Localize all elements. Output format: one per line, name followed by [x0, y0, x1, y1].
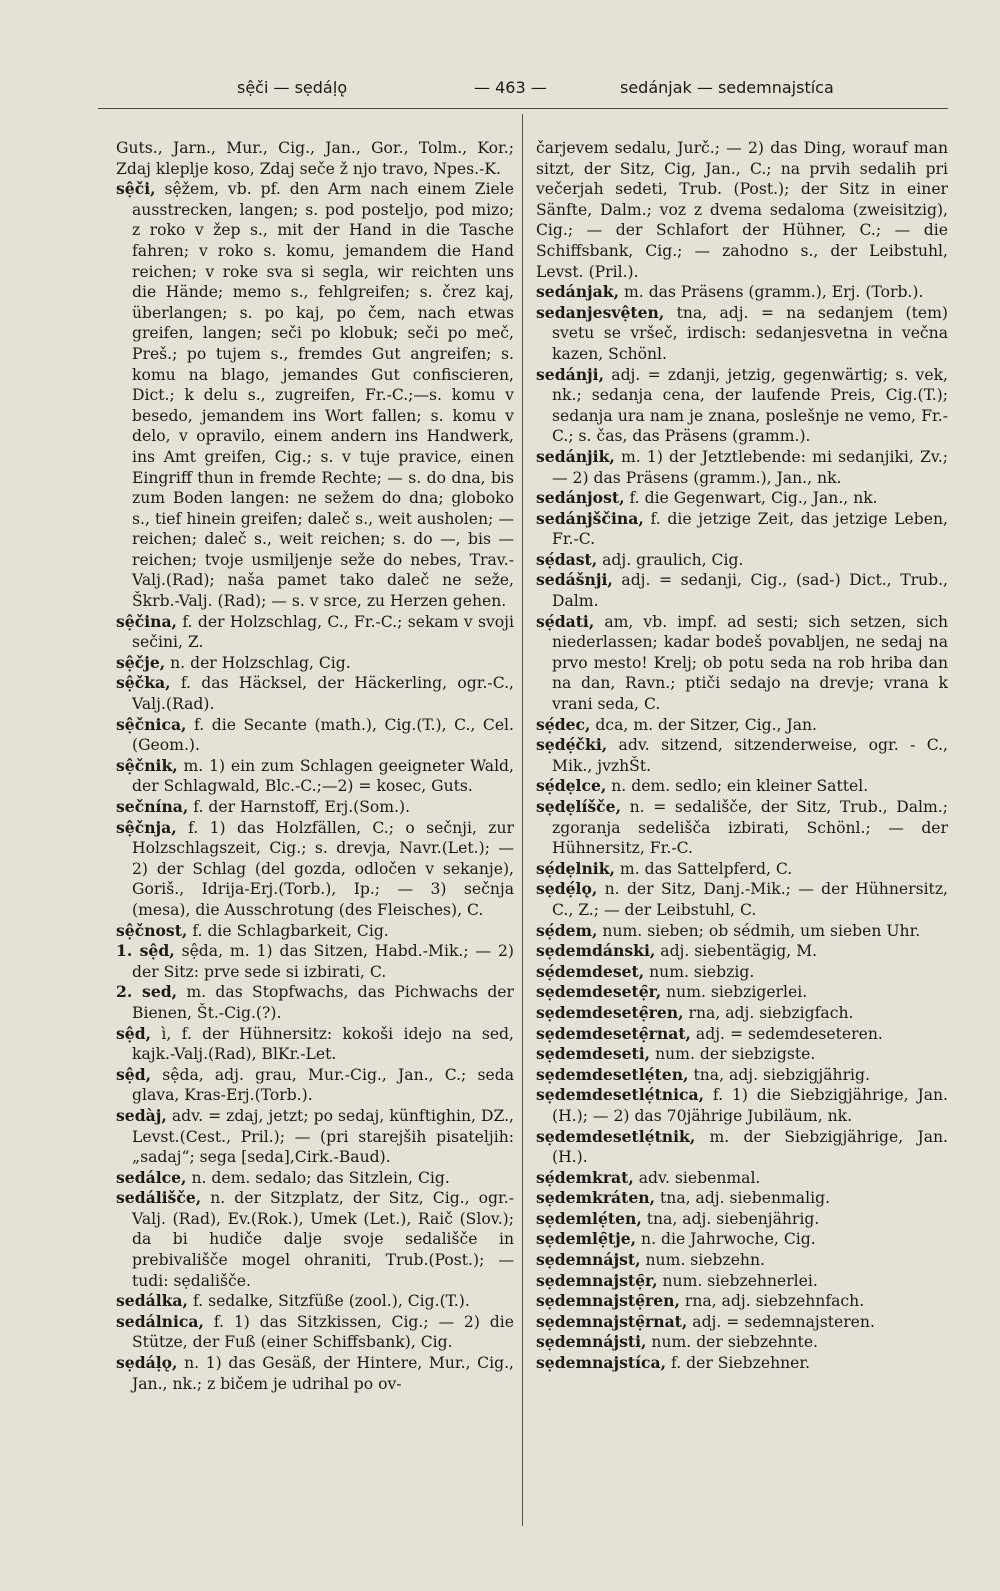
- dictionary-entry: [536, 1065, 948, 1086]
- dictionary-entry: [116, 1024, 514, 1065]
- entry-headword: sẹdemdesetlẹ́tnica,: [536, 1085, 705, 1105]
- dictionary-entry: [536, 570, 948, 611]
- entry-definition: f. der Harnstoff, Erj.(Som.).: [188, 798, 411, 816]
- entry-headword: sệčina,: [116, 611, 177, 631]
- entry-headword: sẹ́dem,: [536, 920, 598, 940]
- entry-definition: f. 1) das Sitzkissen, Cig.; — 2) die Stütze, der Fuß (einer Schiffsbank), Cig.: [132, 1312, 514, 1352]
- entry-headword: sedášnji,: [536, 570, 613, 590]
- entry-definition: Guts., Jarn., Mur., Cig., Jan., Gor., Tolm., Kor.; Zdaj kleplje koso, Zdaj seče ž njo travo, Npes.-K.: [116, 139, 514, 178]
- dictionary-entry: [116, 982, 514, 1023]
- dictionary-entry: [116, 673, 514, 714]
- entry-headword: sẹdemdesetlẹ́ten,: [536, 1064, 689, 1084]
- dictionary-entry: [536, 509, 948, 550]
- page-number: — 463 —: [474, 78, 547, 97]
- entry-headword: sẹ́dast,: [536, 549, 598, 569]
- dictionary-entry: [116, 1065, 514, 1106]
- entry-headword: sẹdemnajstẹ̑ren,: [536, 1291, 680, 1311]
- dictionary-entry: [116, 941, 514, 982]
- dictionary-entry: [116, 1291, 514, 1312]
- entry-headword: sệčnja,: [116, 817, 177, 837]
- entry-definition: adj. graulich, Cig.: [597, 550, 744, 569]
- dictionary-entry: [536, 941, 948, 962]
- entry-headword: sẹ́demkrat,: [536, 1167, 634, 1187]
- entry-definition: f. 1) die Siebzigjährige, Jan. (H.); — 2) das 70jährige Jubiläum, nk.: [552, 1086, 948, 1125]
- entry-definition: f. die Secante (math.), Cig.(T.), C., Cel.(Geom.).: [132, 715, 514, 755]
- dictionary-entry: [116, 179, 514, 611]
- entry-headword: sẹdemkráten,: [536, 1188, 656, 1208]
- dictionary-entry: [536, 365, 948, 447]
- dictionary-entry: [536, 612, 948, 715]
- entry-definition: n. dem. sedlo; ein kleiner Sattel.: [606, 777, 869, 796]
- entry-definition: adv. sitzend, sitzenderweise, ogr. - C., Mik., jvzhŠt.: [552, 736, 948, 775]
- entry-definition: m. 1) der Jetztlebende: mi sedanjiki, Zv.; — 2) das Präsens (gramm.), Jan., nk.: [552, 447, 948, 487]
- dictionary-entry: [536, 879, 948, 920]
- left-column: [116, 138, 514, 1394]
- dictionary-entry: [536, 1229, 948, 1250]
- entry-definition: n. 1) das Gesäß, der Hintere, Mur., Cig., Jan., nk.; z bičem je udrihal po ov-: [132, 1354, 514, 1393]
- dictionary-entry: [536, 1085, 948, 1126]
- entry-definition: m. das Präsens (gramm.), Erj. (Torb.).: [619, 283, 924, 302]
- dictionary-entry: [116, 756, 514, 797]
- entry-headword: sệčnost,: [116, 920, 188, 940]
- dictionary-entry: [536, 1353, 948, 1374]
- entry-headword: sẹ́demdeset,: [536, 961, 645, 981]
- dictionary-entry: [116, 1188, 514, 1291]
- entry-headword: sệd,: [116, 1023, 152, 1043]
- dictionary-entry: [536, 962, 948, 983]
- entry-definition: čarjevem sedalu, Jurč.; — 2) das Ding, worauf man sitzt, der Sitz, Cig, Jan., C.; na prvih sedalih pri večerjah sedeti, Trub. (Post.); der Sitz in einer Sänfte, Dalm.; voz z dvema sedaloma (zweisitzig), Cig.; — der Schlafort der Hühner, C.; — die Schiffsbank, Cig.; — zahodno s., der Leibstuhl, Levst. (Pril.).: [536, 139, 948, 281]
- entry-headword: 2. sed,: [116, 982, 178, 1002]
- dictionary-entry: [536, 303, 948, 365]
- dictionary-entry: [536, 1044, 948, 1065]
- entry-headword: sedánjik,: [536, 446, 615, 466]
- entry-headword: sẹ́dati,: [536, 611, 595, 631]
- entry-definition: num. siebzig.: [644, 962, 755, 981]
- entry-headword: sẹdẹ́lǫ,: [536, 879, 598, 899]
- dictionary-entry: [536, 1271, 948, 1292]
- entry-definition: adj. = zdanji, jetzig, gegenwärtig; s. vek, nk.; sedanja cena, der laufende Preis, Cig.(T.); sedanja ura nam je znana, poslešnje ne vemo, Fr.-C.; s. čas, das Präsens (gramm.).: [552, 365, 948, 446]
- dictionary-entry: [536, 282, 948, 303]
- entry-definition: adj. = sedemnajsteren.: [687, 1312, 875, 1331]
- entry-headword: sẹdemlẹ̑tje,: [536, 1229, 637, 1249]
- entry-headword: sečnína,: [116, 797, 189, 816]
- entry-headword: sedálnica,: [116, 1311, 204, 1331]
- dictionary-entry: [116, 818, 514, 921]
- entry-definition: f. die Gegenwart, Cig., Jan., nk.: [624, 489, 878, 508]
- entry-definition: sệžem, vb. pf. den Arm nach einem Ziele ausstrecken, langen; s. pod posteljo, pod mizo; z roko v žep s., mit der Hand in die Tasche fahren; v roko s. komu, jemandem die Hand reichen; v roke sva si segla, wir reichten uns die Hände; memo s., fehlgreifen; s. črez kaj, überlangen; s. po kaj, po čem, nach etwas greifen, langen; seči po klobuk; seči po meč, Preš.; po tujem s., fremdes Gut angreifen; s. komu na blago, jemandes Gut confiscieren, Dict.; k delu s., zugreifen, Fr.-C.;—s. komu v besedo, jemandem ins Wort fallen; s. komu v delo, v opravilo, einem andern ins Handwerk, ins Amt greifen, Cig.; s. v tuje pravice, einen Eingriff thun in fremde Rechte; — s. do dna, bis zum Boden langen: ne sežem do dna; globoko s., tief hinein greifen; daleč s., weit ausholen; — reichen; daleč s., weit reichen; s. do —, bis — reichen; tvoje usmiljenje seže do nebes, Trav.-Valj.(Rad); naša pamet tako daleč ne seže, Škrb.-Valj. (Rad); — s. v srce, zu Herzen gehen.: [132, 180, 514, 611]
- entry-definition: n. dem. sedalo; das Sitzlein, Cig.: [186, 1168, 450, 1187]
- dictionary-entry: [536, 1312, 948, 1333]
- entry-headword: sệd,: [116, 1064, 152, 1084]
- entry-definition: f. 1) das Holzfällen, C.; o sečnji, zur Holzschlagszeit, Cig.; s. drevja, Navr.(Let.); — 2) der Schlag (del gozda, odločen v sekanje), Goriš., Idrija-Erj.(Torb.), Ip.; — 3) sečnja (mesa), die Ausschrotung (des Fleisches), C.: [132, 818, 514, 919]
- entry-definition: adj. siebentägig, M.: [655, 942, 818, 961]
- entry-headword: sẹdemdesetẹ̑r,: [536, 982, 662, 1002]
- entry-headword: sẹ́dẹlce,: [536, 776, 607, 796]
- entry-headword: sẹdẹlíšče,: [536, 797, 621, 816]
- dictionary-entry: [536, 1291, 948, 1312]
- entry-headword: sẹdemdeseti,: [536, 1044, 651, 1064]
- dictionary-entry: [536, 1250, 948, 1271]
- dictionary-entry: [116, 1312, 514, 1353]
- entry-headword: sedálišče,: [116, 1188, 202, 1208]
- dictionary-entry: [536, 1168, 948, 1189]
- right-column: [536, 138, 948, 1374]
- entry-headword: sedánjak,: [536, 282, 620, 302]
- dictionary-entry: [536, 488, 948, 509]
- dictionary-entry: [536, 1332, 948, 1353]
- entry-headword: sedàj,: [116, 1105, 167, 1125]
- column-divider: [522, 114, 523, 1526]
- entry-definition: sệda, m. 1) das Sitzen, Habd.-Mik.; — 2) der Sitz: prve sede si izbirati, C.: [132, 942, 514, 981]
- dictionary-entry: [536, 550, 948, 571]
- entry-definition: am, vb. impf. ad sesti; sich setzen, sich niederlassen; kadar bodeš povabljen, ne sedaj na prvo mesto! Krelj; ob potu seda na rob hriba dan na dan, Ravn.; ptiči sedajo na drevje; vrana k vrani seda, C.: [552, 612, 948, 714]
- entry-definition: f. der Siebzehner.: [666, 1354, 811, 1373]
- entry-definition: m. das Stopfwachs, das Pichwachs der Bienen, Št.-Cig.(?).: [132, 983, 514, 1022]
- entry-definition: tna, adj. siebzigjährig.: [688, 1065, 870, 1084]
- dictionary-entry: [536, 715, 948, 736]
- header-left-guide-words: sệči — sẹdáḷǫ: [237, 78, 348, 97]
- dictionary-entry: [536, 1188, 948, 1209]
- dictionary-entry: [536, 735, 948, 776]
- entry-definition: f. der Holzschlag, C., Fr.-C.; sekam v svoji sečini, Z.: [132, 612, 514, 652]
- entry-definition: tna, adj. = na sedanjem (tem) svetu se vršeč, irdisch: sedanjesvetna in večna kazen, Schönl.: [552, 303, 948, 363]
- entry-definition: num. siebzigerlei.: [661, 983, 808, 1002]
- entry-definition: num. der siebzehnte.: [646, 1333, 818, 1352]
- entry-definition: n. der Sitz, Danj.-Mik.; — der Hühnersitz, C., Z.; — der Leibstuhl, C.: [552, 880, 948, 919]
- entry-definition: m. der Siebzigjährige, Jan. (H.).: [552, 1127, 948, 1167]
- dictionary-entry: [536, 1127, 948, 1168]
- entry-headword: 1. sệd,: [116, 941, 175, 961]
- entry-headword: sệčnik,: [116, 755, 178, 775]
- entry-headword: sệčka,: [116, 673, 171, 693]
- dictionary-entry: [116, 1168, 514, 1189]
- entry-definition: n. = sedališče, der Sitz, Trub., Dalm.; zgoranja sedelišča izbirati, Schönl.; — der Hühnersitz, Fr.-C.: [552, 798, 948, 858]
- dictionary-entry: [116, 1353, 514, 1394]
- entry-headword: sẹdemnájst,: [536, 1250, 641, 1270]
- dictionary-entry: [116, 715, 514, 756]
- dictionary-entry: [536, 1024, 948, 1045]
- entry-definition: ì, f. der Hühnersitz: kokoši idejo na sed, kajk.-Valj.(Rad), BlKr.-Let.: [132, 1024, 514, 1064]
- entry-definition: m. das Sattelpferd, C.: [614, 859, 793, 878]
- entry-headword: sẹdemdesetlẹ́tnik,: [536, 1126, 696, 1146]
- entry-definition: f. die jetzige Zeit, das jetzige Leben, Fr.-C.: [552, 509, 948, 549]
- entry-definition: num. der siebzigste.: [650, 1045, 816, 1064]
- entry-definition: tna, adj. siebenjährig.: [641, 1209, 820, 1228]
- entry-headword: sẹ́dec,: [536, 714, 591, 734]
- entry-definition: adv. = zdaj, jetzt; po sedaj, künftighin, DZ., Levst.(Cest., Pril.); — (pri starejših pisateljih: „sadaj“; sega [seda],Cirk.-Baud).: [132, 1106, 514, 1167]
- entry-headword: sẹdemnajstẹ̑rnat,: [536, 1311, 688, 1331]
- entry-definition: adj. = sedanji, Cig., (sad-) Dict., Trub., Dalm.: [552, 571, 948, 611]
- dictionary-entry: [116, 921, 514, 942]
- entry-definition: f. sedalke, Sitzfüße (zool.), Cig.(T.).: [187, 1292, 470, 1311]
- dictionary-entry: [536, 797, 948, 859]
- dictionary-entry: [116, 612, 514, 653]
- entry-definition: m. 1) ein zum Schlagen geeigneter Wald, der Schlagwald, Blc.-C.;—2) = kosec, Guts.: [132, 756, 514, 796]
- entry-headword: sẹdẹ́čki,: [536, 735, 608, 755]
- dictionary-entry: [536, 447, 948, 488]
- running-header: [0, 78, 1000, 104]
- dictionary-entry: [536, 921, 948, 942]
- entry-definition: tna, adj. siebenmalig.: [655, 1189, 831, 1208]
- entry-definition: sệda, adj. grau, Mur.-Cig., Jan., C.; seda glava, Kras-Erj.(Torb.).: [132, 1065, 514, 1105]
- dictionary-entry: [536, 1003, 948, 1024]
- entry-definition: rna, adj. siebzigfach.: [683, 1003, 854, 1022]
- dictionary-entry: [536, 776, 948, 797]
- entry-headword: sẹdáḷǫ,: [116, 1353, 178, 1373]
- dictionary-entry: [536, 982, 948, 1003]
- entry-definition: adj. = sedemdeseteren.: [690, 1024, 883, 1043]
- entry-headword: sẹdemdánski,: [536, 941, 656, 961]
- dictionary-entry: [536, 1209, 948, 1230]
- entry-headword: sẹdemnajstẹ̑r,: [536, 1270, 658, 1290]
- entry-headword: sẹdemnájsti,: [536, 1332, 647, 1352]
- entry-headword: sedálce,: [116, 1167, 187, 1187]
- entry-headword: sệči,: [116, 179, 156, 199]
- dictionary-entry: [116, 797, 514, 818]
- entry-headword: sẹdemdesetẹ̑rnat,: [536, 1023, 691, 1043]
- entry-headword: sedanjesvệten,: [536, 302, 665, 322]
- entry-headword: sedánjščina,: [536, 508, 644, 528]
- entry-headword: sẹdemlẹ́ten,: [536, 1208, 642, 1228]
- entry-definition: num. sieben; ob sédmih, um sieben Uhr.: [597, 921, 921, 940]
- entry-headword: sedálka,: [116, 1291, 188, 1311]
- entry-definition: n. die Jahrwoche, Cig.: [636, 1230, 816, 1249]
- entry-headword: sệčje,: [116, 652, 166, 672]
- entry-definition: n. der Holzschlag, Cig.: [165, 653, 351, 672]
- entry-definition: n. der Sitzplatz, der Sitz, Cig., ogr.-Valj. (Rad), Ev.(Rok.), Umek (Let.), Raič (Slov.); da bi hudiče dalje svoje sedališče in prebivališče mogel ohraniti, Trub.(Post.); — tudi: sẹdališče.: [132, 1189, 514, 1290]
- entry-headword: sẹ́dẹlnik,: [536, 858, 615, 878]
- entry-headword: sệčnica,: [116, 714, 187, 734]
- header-right-guide-words: sedánjak — sedemnajstíca: [620, 78, 834, 97]
- header-rule: [98, 108, 948, 109]
- entry-definition: num. siebzehn.: [640, 1251, 765, 1270]
- entry-definition: dca, m. der Sitzer, Cig., Jan.: [590, 715, 818, 734]
- entry-definition: adv. siebenmal.: [633, 1168, 761, 1187]
- entry-definition: f. die Schlagbarkeit, Cig.: [187, 921, 389, 940]
- dictionary-entry: [536, 138, 948, 282]
- entry-headword: sẹdemdesetẹ̑ren,: [536, 1002, 684, 1022]
- dictionary-entry: [116, 1106, 514, 1168]
- entry-definition: rna, adj. siebzehnfach.: [679, 1292, 865, 1311]
- entry-definition: f. das Häcksel, der Häckerling, ogr.-C., Valj.(Rad).: [132, 674, 514, 714]
- entry-headword: sẹdemnajstíca,: [536, 1353, 667, 1373]
- dictionary-entry: [536, 859, 948, 880]
- dictionary-entry: [116, 653, 514, 674]
- entry-headword: sedánjost,: [536, 488, 625, 508]
- dictionary-entry: [116, 138, 514, 179]
- entry-definition: num. siebzehnerlei.: [657, 1271, 818, 1290]
- entry-headword: sedánji,: [536, 364, 605, 384]
